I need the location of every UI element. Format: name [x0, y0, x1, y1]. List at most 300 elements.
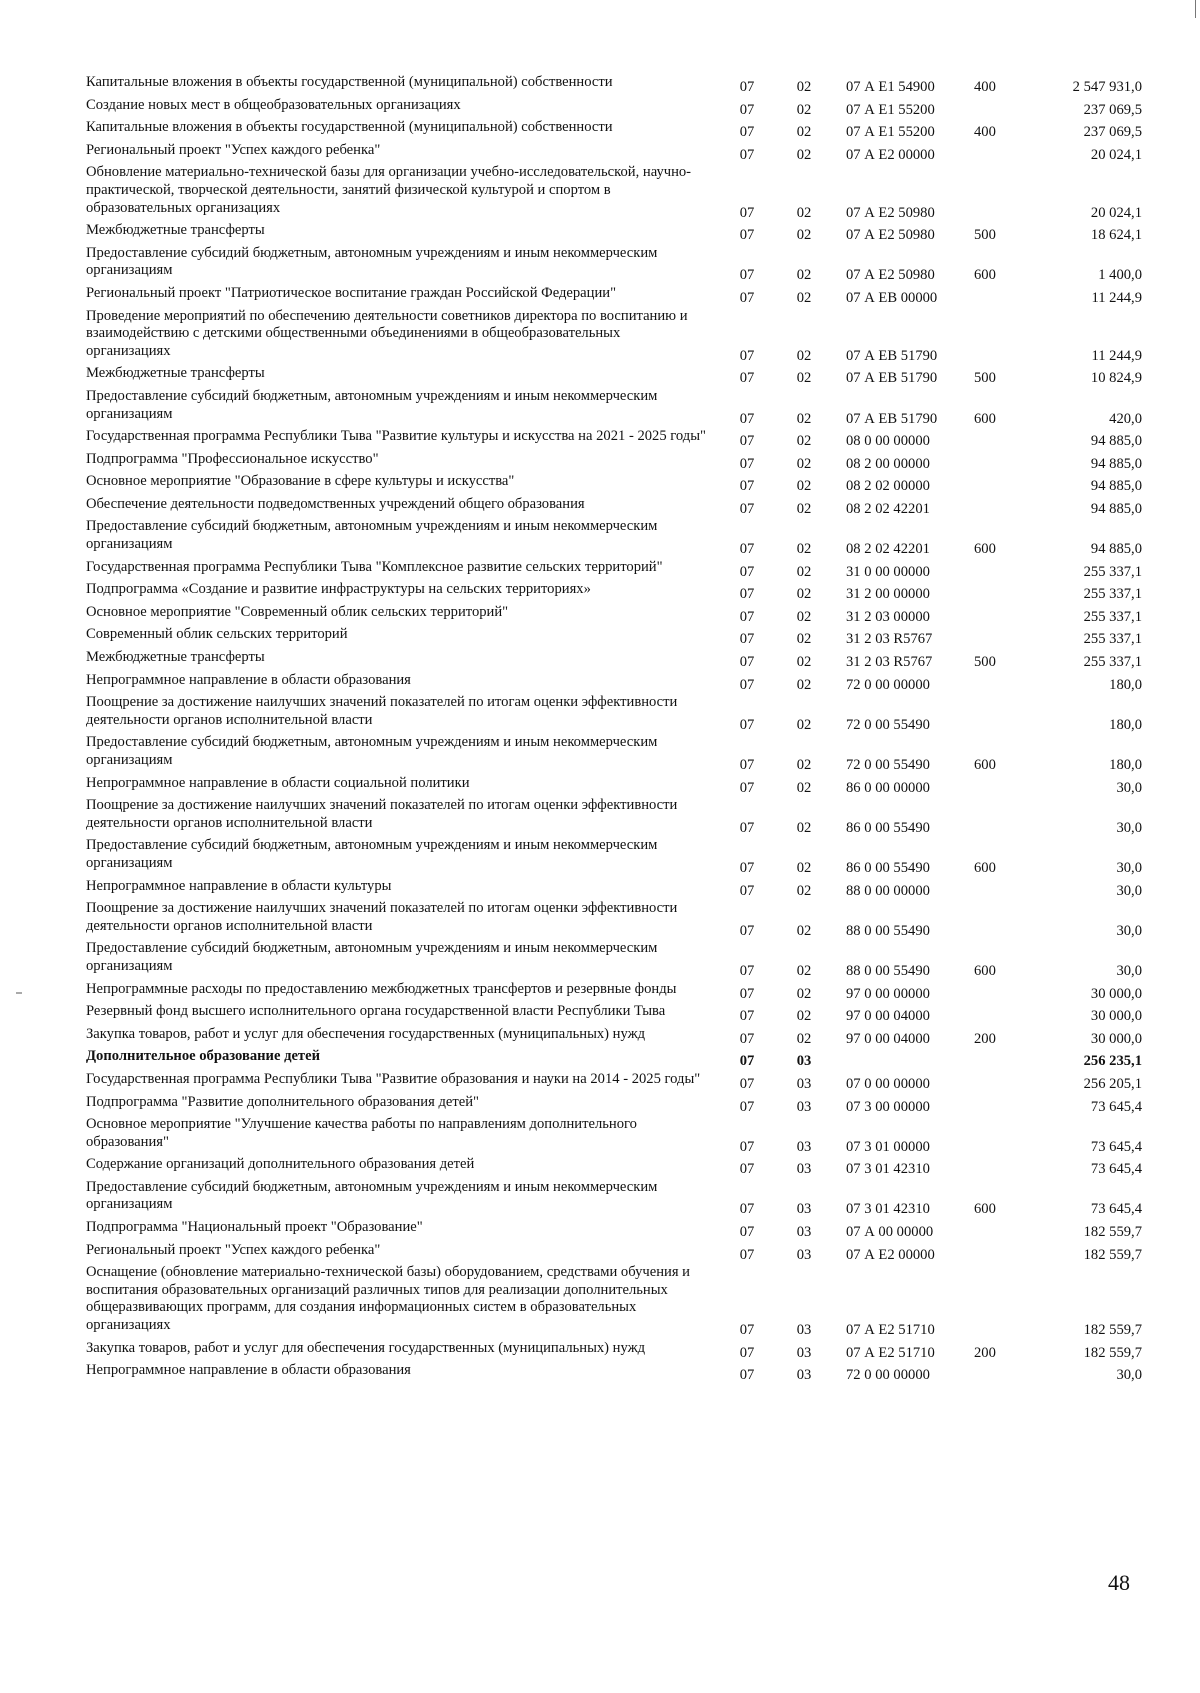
item-name: Подпрограмма "Развитие дополнительного образования детей" — [86, 1093, 479, 1110]
item-name: Государственная программа Республики Тыва "Развитие образования и науки на 2014 - 2025 годы" — [86, 1070, 701, 1087]
subsection-code: 02 — [796, 985, 812, 1002]
subsection-code: 03 — [796, 1075, 812, 1092]
section-code: 07 — [739, 654, 755, 671]
item-name: Закупка товаров, работ и услуг для обеспечения государственных (муниципальных) нужд — [86, 1339, 646, 1356]
amount: 2 547 931,0 — [1072, 79, 1142, 95]
section-code: 07 — [739, 204, 755, 221]
amount: 30,0 — [1116, 859, 1142, 876]
expense-type-code — [970, 581, 1032, 604]
amount: 30,0 — [1116, 962, 1142, 979]
amount: 182 559,7 — [1083, 1246, 1142, 1263]
item-name: Предоставление субсидий бюджетным, автономным учреждениям и иным некоммерческим организациям — [86, 387, 658, 422]
expense-type-code — [970, 451, 1032, 474]
item-name: Основное мероприятие "Современный облик сельских территорий" — [86, 603, 509, 620]
item-name: Региональный проект "Успех каждого ребенка" — [86, 1241, 381, 1258]
amount: 180,0 — [1109, 757, 1142, 773]
subsection-code: 02 — [796, 819, 812, 836]
section-code: 07 — [739, 79, 755, 95]
expense-type-code: 400 — [974, 79, 996, 95]
item-name: Подпрограмма «Создание и развитие инфраструктуры на сельских территориях» — [86, 581, 591, 598]
section-code: 07 — [739, 676, 755, 693]
section-code: 07 — [739, 347, 755, 364]
item-name: Предоставление субсидий бюджетным, автономным учреждениям и иным некоммерческим организациям — [86, 518, 658, 553]
table-row — [86, 604, 1142, 627]
target-article-code: 07 3 01 00000 — [846, 1138, 930, 1155]
item-name: Предоставление субсидий бюджетным, автономным учреждениям и иным некоммерческим организациям — [86, 244, 658, 279]
section-code: 07 — [739, 1053, 755, 1070]
amount: 11 244,9 — [1091, 347, 1142, 364]
section-code: 07 — [739, 882, 755, 899]
section-code: 07 — [739, 1098, 755, 1115]
table-row — [86, 1071, 1142, 1094]
target-article-code: 31 2 03 R5767 — [846, 654, 933, 671]
table-row — [86, 142, 1142, 165]
table-row — [86, 74, 1142, 97]
expense-type-code — [970, 473, 1032, 496]
expense-type-code: 600 — [974, 267, 996, 284]
expense-type-code — [970, 1003, 1032, 1026]
amount: 182 559,7 — [1083, 1224, 1142, 1241]
subsection-code: 02 — [796, 676, 812, 693]
subsection-code: 02 — [796, 1030, 812, 1047]
table-row — [86, 119, 1142, 142]
target-article-code: 07 А ЕВ 00000 — [846, 289, 938, 306]
amount: 30,0 — [1116, 882, 1142, 899]
target-article-code: 31 2 03 R5767 — [846, 631, 933, 648]
item-name: Оснащение (обновление материально-технической базы) оборудованием, средствами обучения и воспитания образовательных организаций различных типов для реализации дополнительных общеразвивающих программ, для создания информационных систем в образовательных организациях — [86, 1264, 690, 1334]
amount: 73 645,4 — [1090, 1138, 1142, 1155]
table-row — [86, 559, 1142, 582]
subsection-code: 02 — [796, 79, 812, 95]
target-article-code: 07 А Е1 55200 — [846, 124, 935, 141]
table-row — [86, 1219, 1142, 1242]
subsection-code: 02 — [796, 101, 812, 118]
section-code: 07 — [739, 410, 755, 427]
target-article-code: 08 2 00 00000 — [846, 455, 930, 472]
subsection-code: 02 — [796, 347, 812, 364]
section-code: 07 — [739, 1201, 755, 1218]
item-name: Предоставление субсидий бюджетным, автономным учреждениям и иным некоммерческим организациям — [86, 837, 658, 871]
table-row — [86, 672, 1142, 695]
item-name: Дополнительное образование детей — [86, 1048, 320, 1065]
item-name: Межбюджетные трансферты — [86, 365, 265, 382]
item-name: Закупка товаров, работ и услуг для обеспечения государственных (муниципальных) нужд — [86, 1025, 646, 1042]
subsection-code: 02 — [796, 204, 812, 221]
target-article-code: 07 3 01 42310 — [846, 1201, 930, 1218]
item-name: Предоставление субсидий бюджетным, автономным учреждениям и иным некоммерческим организациям — [86, 734, 658, 768]
table-row — [86, 581, 1142, 604]
subsection-code: 02 — [796, 962, 812, 979]
expense-type-code — [970, 1094, 1032, 1117]
item-name: Капитальные вложения в объекты государственной (муниципальной) собственности — [86, 119, 613, 136]
table-row — [86, 940, 1142, 980]
expense-type-code — [970, 1362, 1032, 1385]
item-name: Резервный фонд высшего исполнительного органа государственной власти Республики Тыва — [86, 1003, 666, 1020]
amount: 94 885,0 — [1090, 541, 1142, 558]
target-article-code: 88 0 00 55490 — [846, 922, 930, 939]
subsection-code: 02 — [796, 455, 812, 472]
table-row — [86, 1003, 1142, 1026]
amount: 73 645,4 — [1090, 1161, 1142, 1178]
target-article-code: 08 2 02 00000 — [846, 478, 930, 495]
amount: 30,0 — [1116, 819, 1142, 836]
item-name: Современный облик сельских территорий — [86, 626, 348, 643]
subsection-code: 02 — [796, 289, 812, 306]
item-name: Основное мероприятие "Образование в сфере культуры и искусства" — [86, 473, 515, 490]
amount: 30,0 — [1116, 779, 1142, 796]
expense-type-code — [970, 1156, 1032, 1179]
section-code: 07 — [739, 370, 755, 387]
subsection-code: 02 — [796, 654, 812, 671]
section-code: 07 — [739, 1161, 755, 1178]
table-row — [86, 97, 1142, 120]
expense-type-code — [970, 1048, 1032, 1071]
amount: 30 000,0 — [1090, 985, 1142, 1002]
scan-margin-mark — [16, 992, 22, 994]
amount: 255 337,1 — [1083, 608, 1142, 625]
section-code: 07 — [739, 267, 755, 284]
target-article-code: 07 А Е1 55200 — [846, 101, 935, 118]
target-article-code: 97 0 00 00000 — [846, 985, 930, 1002]
item-name: Обеспечение деятельности подведомственных учреждений общего образования — [86, 495, 585, 512]
item-name: Межбюджетные трансферты — [86, 222, 265, 239]
target-article-code: 86 0 00 55490 — [846, 819, 930, 836]
target-article-code: 08 2 02 42201 — [846, 541, 930, 558]
table-row — [86, 365, 1142, 388]
expense-type-code — [970, 164, 1032, 222]
expense-type-code — [970, 1264, 1032, 1339]
section-code: 07 — [739, 1246, 755, 1263]
item-name: Региональный проект "Патриотическое воспитание граждан Российской Федерации" — [86, 284, 617, 301]
section-code: 07 — [739, 101, 755, 118]
expense-type-code — [970, 604, 1032, 627]
amount: 255 337,1 — [1083, 631, 1142, 648]
table-row — [86, 496, 1142, 519]
amount: 30,0 — [1116, 922, 1142, 939]
item-name: Поощрение за достижение наилучших значений показателей по итогам оценки эффективности деятельности органов исполнительной власти — [86, 694, 678, 728]
table-row — [86, 164, 1142, 222]
target-article-code: 07 А Е2 50980 — [846, 204, 935, 221]
target-article-code: 07 А ЕВ 51790 — [846, 370, 938, 387]
target-article-code: 07 0 00 00000 — [846, 1075, 930, 1092]
item-name: Подпрограмма "Национальный проект "Образование" — [86, 1219, 423, 1236]
expense-type-code: 600 — [974, 859, 996, 876]
expense-type-code — [970, 626, 1032, 649]
budget-table-body — [86, 74, 1142, 1385]
section-code: 07 — [739, 985, 755, 1002]
table-row — [86, 222, 1142, 245]
amount: 73 645,4 — [1090, 1098, 1142, 1115]
subsection-code: 03 — [796, 1224, 812, 1241]
expense-type-code: 600 — [974, 1201, 996, 1218]
table-row — [86, 451, 1142, 474]
amount: 20 024,1 — [1090, 146, 1142, 163]
section-code: 07 — [739, 1322, 755, 1339]
table-row — [86, 245, 1142, 285]
item-name: Непрограммные расходы по предоставлению межбюджетных трансфертов и резервные фонды — [86, 980, 677, 997]
subsection-code: 03 — [796, 1098, 812, 1115]
expense-type-code — [970, 1242, 1032, 1265]
expense-type-code — [970, 797, 1032, 837]
subsection-code: 02 — [796, 124, 812, 141]
table-row — [86, 428, 1142, 451]
section-code: 07 — [739, 1030, 755, 1047]
subsection-code: 03 — [796, 1246, 812, 1263]
subsection-code: 02 — [796, 500, 812, 517]
amount: 18 624,1 — [1090, 227, 1142, 244]
table-row — [86, 1264, 1142, 1339]
target-article-code: 72 0 00 55490 — [846, 716, 930, 733]
section-code: 07 — [739, 289, 755, 306]
item-name: Подпрограмма "Профессиональное искусство" — [86, 450, 379, 467]
expense-type-code — [970, 308, 1032, 366]
item-name: Создание новых мест в общеобразовательных организациях — [86, 96, 461, 113]
amount: 11 244,9 — [1091, 289, 1142, 306]
section-code: 07 — [739, 478, 755, 495]
section-code: 07 — [739, 757, 755, 773]
target-article-code: 07 3 01 42310 — [846, 1161, 930, 1178]
section-code: 07 — [739, 1344, 755, 1361]
expense-type-code: 500 — [974, 370, 996, 387]
item-name: Капитальные вложения в объекты государственной (муниципальной) собственности — [86, 74, 613, 90]
section-code: 07 — [739, 227, 755, 244]
amount: 30 000,0 — [1090, 1030, 1142, 1047]
table-row — [86, 1340, 1142, 1363]
subsection-code: 03 — [796, 1161, 812, 1178]
expense-type-code — [970, 97, 1032, 120]
expense-type-code: 600 — [974, 541, 996, 558]
section-code: 07 — [739, 500, 755, 517]
expense-type-code — [970, 900, 1032, 940]
section-code: 07 — [739, 433, 755, 450]
table-row — [86, 900, 1142, 940]
section-code: 07 — [739, 1367, 755, 1384]
item-name: Государственная программа Республики Тыва "Комплексное развитие сельских территорий" — [86, 558, 663, 575]
amount: 94 885,0 — [1090, 500, 1142, 517]
table-row — [86, 1242, 1142, 1265]
table-row — [86, 878, 1142, 901]
subsection-code: 03 — [796, 1367, 812, 1384]
amount: 182 559,7 — [1083, 1322, 1142, 1339]
target-article-code: 72 0 00 55490 — [846, 757, 930, 773]
expense-type-code — [970, 694, 1032, 734]
item-name: Непрограммное направление в области образования — [86, 1362, 411, 1379]
subsection-code: 02 — [796, 859, 812, 876]
budget-table — [86, 74, 1142, 1385]
target-article-code: 07 А Е2 00000 — [846, 146, 935, 163]
table-row — [86, 473, 1142, 496]
expense-type-code — [970, 1071, 1032, 1094]
subsection-code: 02 — [796, 146, 812, 163]
amount: 182 559,7 — [1083, 1344, 1142, 1361]
subsection-code: 02 — [796, 478, 812, 495]
expense-type-code — [970, 428, 1032, 451]
target-article-code: 07 А Е1 54900 — [846, 79, 935, 95]
target-article-code: 08 2 02 42201 — [846, 500, 930, 517]
table-row — [86, 797, 1142, 837]
expense-type-code: 200 — [974, 1030, 996, 1047]
expense-type-code: 400 — [974, 124, 996, 141]
section-code: 07 — [739, 124, 755, 141]
subsection-code: 03 — [796, 1053, 812, 1070]
amount: 1 400,0 — [1098, 267, 1142, 284]
expense-type-code — [970, 1116, 1032, 1156]
item-name: Региональный проект "Успех каждого ребенка" — [86, 141, 381, 158]
target-article-code: 08 0 00 00000 — [846, 433, 930, 450]
item-name: Обновление материально-технической базы для организации учебно-исследовательской, научно-практической, творческой деятельности, занятий физической культурой и спортом в образовательных организациях — [86, 164, 692, 216]
table-row — [86, 981, 1142, 1004]
amount: 256 235,1 — [1083, 1053, 1142, 1070]
expense-type-code — [970, 672, 1032, 695]
subsection-code: 03 — [796, 1201, 812, 1218]
subsection-code: 02 — [796, 608, 812, 625]
item-name: Проведение мероприятий по обеспечению деятельности советников директора по воспитанию и взаимодействию с детскими общественными объединениями в общеобразовательных организациях — [86, 307, 688, 359]
item-name: Непрограммное направление в области социальной политики — [86, 774, 470, 791]
expense-type-code — [970, 1219, 1032, 1242]
section-code: 07 — [739, 1138, 755, 1155]
section-code: 07 — [739, 859, 755, 876]
expense-type-code: 500 — [974, 654, 996, 671]
expense-type-code: 500 — [974, 227, 996, 244]
section-code: 07 — [739, 631, 755, 648]
section-code: 07 — [739, 586, 755, 603]
table-row — [86, 1362, 1142, 1385]
subsection-code: 02 — [796, 370, 812, 387]
subsection-code: 02 — [796, 586, 812, 603]
target-article-code: 31 0 00 00000 — [846, 563, 930, 580]
target-article-code: 88 0 00 00000 — [846, 882, 930, 899]
target-article-code: 07 А ЕВ 51790 — [846, 347, 938, 364]
expense-type-code — [970, 559, 1032, 582]
target-article-code: 88 0 00 55490 — [846, 962, 930, 979]
subsection-code: 02 — [796, 563, 812, 580]
expense-type-code: 600 — [974, 757, 996, 773]
subsection-code: 03 — [796, 1322, 812, 1339]
item-name: Государственная программа Республики Тыва "Развитие культуры и искусства на 2021 - 2025 годы" — [86, 428, 706, 445]
amount: 20 024,1 — [1090, 204, 1142, 221]
expense-type-code: 200 — [974, 1344, 996, 1361]
subsection-code: 02 — [796, 882, 812, 899]
amount: 256 205,1 — [1083, 1075, 1142, 1092]
table-row — [86, 649, 1142, 672]
target-article-code: 07 А Е2 00000 — [846, 1246, 935, 1263]
target-article-code: 07 А Е2 50980 — [846, 227, 935, 244]
target-article-code: 97 0 00 04000 — [846, 1008, 930, 1025]
section-code: 07 — [739, 563, 755, 580]
target-article-code: 07 А 00 00000 — [846, 1224, 934, 1241]
target-article-code: 07 А Е2 51710 — [846, 1322, 935, 1339]
table-row — [86, 775, 1142, 798]
amount: 420,0 — [1109, 410, 1142, 427]
subsection-code: 02 — [796, 267, 812, 284]
section-code: 07 — [739, 922, 755, 939]
target-article-code: 86 0 00 00000 — [846, 779, 930, 796]
section-code: 07 — [739, 716, 755, 733]
subsection-code: 02 — [796, 433, 812, 450]
subsection-code: 02 — [796, 541, 812, 558]
section-code: 07 — [739, 962, 755, 979]
amount: 94 885,0 — [1090, 455, 1142, 472]
page-number: 48 — [1108, 1570, 1130, 1595]
amount: 255 337,1 — [1083, 586, 1142, 603]
section-code: 07 — [739, 1008, 755, 1025]
target-article-code: 72 0 00 00000 — [846, 1367, 930, 1384]
item-name: Предоставление субсидий бюджетным, автономным учреждениям и иным некоммерческим организациям — [86, 940, 658, 974]
amount: 255 337,1 — [1083, 563, 1142, 580]
expense-type-code — [970, 285, 1032, 308]
table-row — [86, 1116, 1142, 1156]
table-row — [86, 1048, 1142, 1071]
amount: 237 069,5 — [1083, 101, 1142, 118]
section-code: 07 — [739, 608, 755, 625]
table-row — [86, 388, 1142, 428]
table-row — [86, 1094, 1142, 1117]
expense-type-code: 600 — [974, 410, 996, 427]
section-code: 07 — [739, 819, 755, 836]
amount: 237 069,5 — [1083, 124, 1142, 141]
amount: 255 337,1 — [1083, 654, 1142, 671]
expense-type-code — [970, 878, 1032, 901]
target-article-code: 31 2 00 00000 — [846, 586, 930, 603]
section-code: 07 — [739, 779, 755, 796]
target-article-code: 72 0 00 00000 — [846, 676, 930, 693]
subsection-code: 03 — [796, 1138, 812, 1155]
target-article-code: 07 А ЕВ 51790 — [846, 410, 938, 427]
subsection-code: 02 — [796, 227, 812, 244]
item-name: Предоставление субсидий бюджетным, автономным учреждениям и иным некоммерческим организациям — [86, 1178, 658, 1213]
target-article-code — [830, 1048, 970, 1071]
subsection-code: 02 — [796, 779, 812, 796]
target-article-code: 86 0 00 55490 — [846, 859, 930, 876]
table-row — [86, 694, 1142, 734]
subsection-code: 03 — [796, 1344, 812, 1361]
amount: 180,0 — [1109, 716, 1142, 733]
amount: 94 885,0 — [1090, 478, 1142, 495]
target-article-code: 31 2 03 00000 — [846, 608, 930, 625]
subsection-code: 02 — [796, 410, 812, 427]
target-article-code: 07 А Е2 50980 — [846, 267, 935, 284]
item-name: Основное мероприятие "Улучшение качества работы по направлениям дополнительного образования" — [86, 1116, 637, 1150]
subsection-code: 02 — [796, 757, 812, 773]
table-row — [86, 308, 1142, 366]
target-article-code: 07 3 00 00000 — [846, 1098, 930, 1115]
item-name: Содержание организаций дополнительного образования детей — [86, 1156, 475, 1173]
item-name: Поощрение за достижение наилучших значений показателей по итогам оценки эффективности деятельности органов исполнительной власти — [86, 797, 678, 831]
table-row — [86, 1156, 1142, 1179]
amount: 73 645,4 — [1090, 1201, 1142, 1218]
section-code: 07 — [739, 455, 755, 472]
amount: 180,0 — [1109, 676, 1142, 693]
table-row — [86, 1179, 1142, 1219]
amount: 10 824,9 — [1090, 370, 1142, 387]
section-code: 07 — [739, 1075, 755, 1092]
subsection-code: 02 — [796, 716, 812, 733]
amount: 30,0 — [1116, 1367, 1142, 1384]
subsection-code: 02 — [796, 1008, 812, 1025]
table-row — [86, 518, 1142, 558]
amount: 30 000,0 — [1090, 1008, 1142, 1025]
target-article-code: 97 0 00 04000 — [846, 1030, 930, 1047]
expense-type-code — [970, 142, 1032, 165]
section-code: 07 — [739, 1224, 755, 1241]
table-row — [86, 837, 1142, 877]
expense-type-code — [970, 981, 1032, 1004]
subsection-code: 02 — [796, 922, 812, 939]
expense-type-code: 600 — [974, 962, 996, 979]
item-name: Межбюджетные трансферты — [86, 649, 265, 666]
item-name: Непрограммное направление в области культуры — [86, 877, 392, 894]
expense-type-code — [970, 496, 1032, 519]
